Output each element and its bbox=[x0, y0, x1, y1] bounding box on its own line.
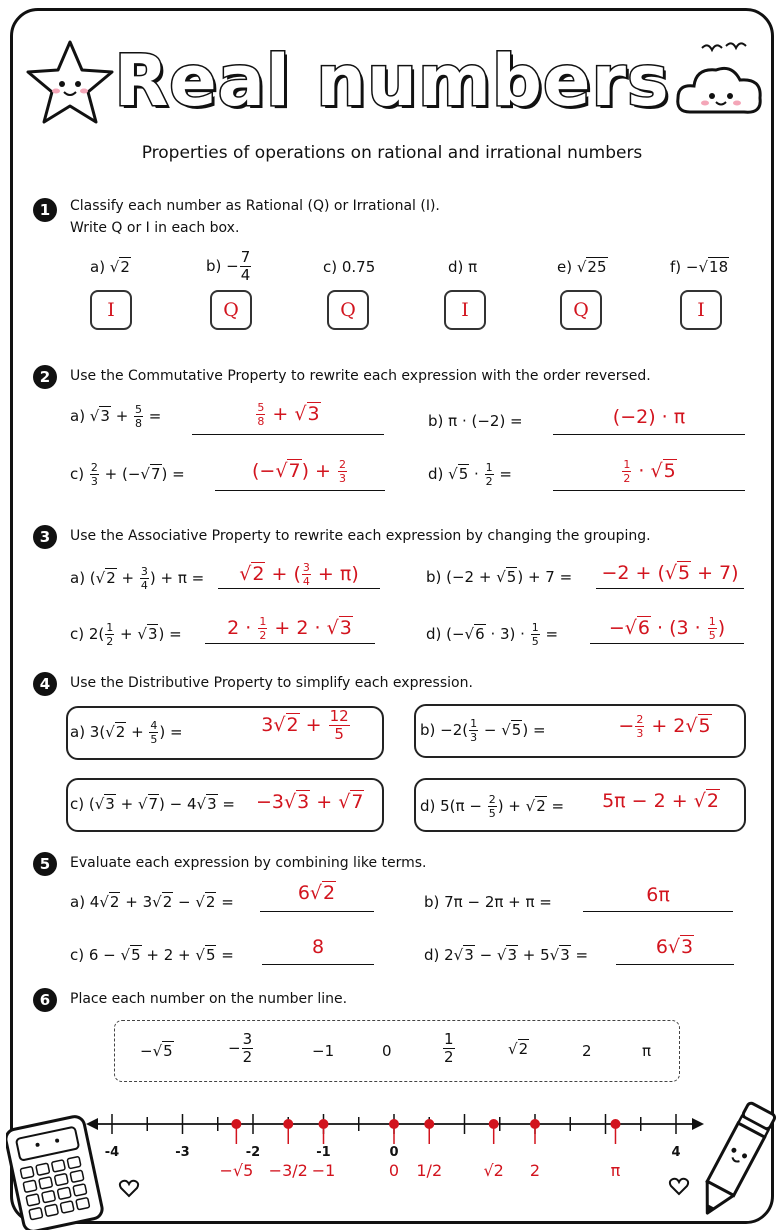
s3-answer-line-b bbox=[596, 588, 744, 589]
s5-answer-a: 6√2 bbox=[297, 882, 336, 904]
s3-answer-b: −2 + (√5 + 7) bbox=[601, 562, 739, 584]
s5-question-c: c) 6 − √5 + 2 + √5 = bbox=[70, 946, 234, 964]
number-line-tick-label: -3 bbox=[175, 1145, 190, 1160]
s1-answer-box-d[interactable]: I bbox=[444, 290, 486, 330]
s3-answer-line-d bbox=[590, 643, 744, 644]
section-2-number: 2 bbox=[33, 365, 57, 389]
s3-question-a: a) (√2 + $\frac{3}{4}$ ) + π = bbox=[70, 565, 205, 592]
page-subtitle: Properties of operations on rational and irrational numbers bbox=[141, 143, 643, 163]
page-title: Real numbers bbox=[114, 40, 670, 122]
s2-answer-c: (−√7) + $\frac{2}{3}$ bbox=[252, 458, 346, 485]
number-line bbox=[0, 1100, 784, 1220]
s4-question-c: c) (√3 + √7) − 4√3 = bbox=[70, 795, 235, 813]
s3-question-d: d) (−√6 · 3) · $\frac{1}{5}$ = bbox=[426, 621, 559, 648]
s4-question-b: b) −2( $\frac{1}{3}$ − √5) = bbox=[420, 717, 546, 744]
s3-question-b: b) (−2 + √5) + 7 = bbox=[426, 568, 573, 586]
s2-answer-line-a bbox=[192, 434, 384, 435]
section-3-number: 3 bbox=[33, 525, 57, 549]
number-line-tick-label: -1 bbox=[316, 1145, 331, 1160]
number-bank bbox=[114, 1020, 680, 1082]
s5-question-a: a) 4√2 + 3√2 − √2 = bbox=[70, 893, 234, 911]
s1-answer-box-a[interactable]: I bbox=[90, 290, 132, 330]
s4-answer-a: 3√2 + $\frac{12}{5}$ bbox=[261, 707, 349, 743]
number-line-tick-label: 0 bbox=[389, 1145, 399, 1160]
section-3-instruction: Use the Associative Property to rewrite each expression by changing the grouping. bbox=[70, 528, 651, 544]
s2-answer-a: $\frac{5}{8}$ + √3 bbox=[257, 401, 320, 428]
s4-answer-d: 5π − 2 + √2 bbox=[602, 790, 719, 812]
number-line-point-label: π bbox=[610, 1161, 621, 1180]
s1-item-f: f) −√18 bbox=[670, 258, 729, 276]
s3-answer-line-a bbox=[218, 588, 380, 589]
s1-answer-box-e[interactable]: Q bbox=[560, 290, 602, 330]
s2-answer-d: $\frac{1}{2}$ · √5 bbox=[623, 458, 676, 485]
section-1-instruction-1: Classify each number as Rational (Q) or Irrational (I). bbox=[70, 198, 440, 214]
s1-answer-box-b[interactable]: Q bbox=[210, 290, 252, 330]
bank-item-sqrt2: √2 bbox=[508, 1040, 529, 1058]
s5-answer-line-d bbox=[616, 964, 734, 965]
bank-item-neg-three-halves: − $\frac{3}{2}$ bbox=[228, 1030, 253, 1066]
heart-icon-right bbox=[668, 1176, 690, 1196]
s3-answer-a: √2 + ( $\frac{3}{4}$ + π) bbox=[239, 561, 359, 588]
section-1-instruction-2: Write Q or I in each box. bbox=[70, 220, 240, 236]
s2-question-a: a) √3 + $\frac{5}{8}$ = bbox=[70, 403, 162, 430]
bank-item-neg-sqrt5: −√5 bbox=[140, 1042, 173, 1060]
number-line-point-label: −1 bbox=[311, 1161, 336, 1180]
s5-question-d: d) 2√3 − √3 + 5√3 = bbox=[424, 946, 589, 964]
s5-answer-line-c bbox=[262, 964, 374, 965]
s3-question-c: c) 2( $\frac{1}{2}$ + √3) = bbox=[70, 621, 182, 648]
s5-answer-d: 6√3 bbox=[655, 936, 694, 958]
bank-item-neg-one: −1 bbox=[312, 1042, 335, 1060]
section-4-instruction: Use the Distributive Property to simplify each expression. bbox=[70, 675, 473, 691]
s2-answer-line-c bbox=[215, 490, 385, 491]
section-1-number: 1 bbox=[33, 198, 57, 222]
s4-answer-c: −3√3 + √7 bbox=[256, 791, 364, 813]
number-line-tick-label: 4 bbox=[671, 1145, 681, 1160]
section-6-instruction: Place each number on the number line. bbox=[70, 991, 348, 1007]
s2-answer-b: (−2) · π bbox=[612, 406, 686, 428]
section-5-number: 5 bbox=[33, 852, 57, 876]
s1-item-c: c) 0.75 bbox=[323, 258, 376, 276]
s4-question-d: d) 5(π − $\frac{2}{5}$ ) + √2 = bbox=[420, 793, 565, 820]
pencil-mascot-icon bbox=[692, 1096, 778, 1226]
bank-item-one-half: $\frac{1}{2}$ bbox=[444, 1030, 454, 1066]
bank-item-pi: π bbox=[642, 1042, 652, 1060]
number-line-point-label: −√5 bbox=[219, 1161, 254, 1180]
s2-answer-line-d bbox=[553, 490, 745, 491]
bank-item-zero: 0 bbox=[382, 1042, 392, 1060]
s1-item-a: a) √2 bbox=[90, 258, 130, 276]
section-6-number: 6 bbox=[33, 988, 57, 1012]
s1-answer-box-f[interactable]: I bbox=[680, 290, 722, 330]
s2-question-b: b) π · (−2) = bbox=[428, 412, 523, 430]
s5-answer-c: 8 bbox=[311, 936, 325, 958]
s5-question-b: b) 7π − 2π + π = bbox=[424, 893, 552, 911]
s1-item-d: d) π bbox=[448, 258, 478, 276]
bank-item-two: 2 bbox=[582, 1042, 592, 1060]
section-2-instruction: Use the Commutative Property to rewrite each expression with the order reversed. bbox=[70, 368, 651, 384]
s2-question-d: d) √5 · $\frac{1}{2}$ = bbox=[428, 461, 512, 488]
s1-item-b: b) − $\frac{7}{4}$ bbox=[206, 248, 251, 284]
number-line-point-label: −3/2 bbox=[268, 1161, 308, 1180]
s3-answer-line-c bbox=[205, 643, 375, 644]
calculator-icon bbox=[6, 1112, 106, 1230]
number-line-tick-label: -4 bbox=[104, 1145, 120, 1160]
section-5-instruction: Evaluate each expression by combining like terms. bbox=[70, 855, 427, 871]
s5-answer-line-b bbox=[583, 911, 733, 912]
number-line-point-label: 2 bbox=[529, 1161, 541, 1180]
s2-question-c: c) $\frac{2}{3}$ + (−√7) = bbox=[70, 461, 185, 488]
section-4-number: 4 bbox=[33, 672, 57, 696]
number-line-tick-label: -2 bbox=[245, 1145, 261, 1160]
s2-answer-line-b bbox=[553, 434, 745, 435]
s1-item-e: e) √25 bbox=[557, 258, 607, 276]
s1-answer-box-c[interactable]: Q bbox=[327, 290, 369, 330]
heart-icon bbox=[118, 1178, 140, 1198]
number-line-point-label: 0 bbox=[388, 1161, 400, 1180]
s4-question-a: a) 3(√2 + $\frac{4}{5}$ ) = bbox=[70, 719, 183, 746]
number-line-point-label: 1/2 bbox=[416, 1161, 443, 1180]
s5-answer-line-a bbox=[260, 911, 374, 912]
number-line-point-label: √2 bbox=[483, 1161, 504, 1180]
s3-answer-c: 2 · $\frac{1}{2}$ + 2 · √3 bbox=[227, 615, 352, 642]
s5-answer-b: 6π bbox=[646, 884, 670, 906]
s3-answer-d: −√6 · (3 · $\frac{1}{5}$ ) bbox=[608, 615, 726, 642]
s4-answer-b: − $\frac{2}{3}$ + 2√5 bbox=[618, 713, 711, 740]
